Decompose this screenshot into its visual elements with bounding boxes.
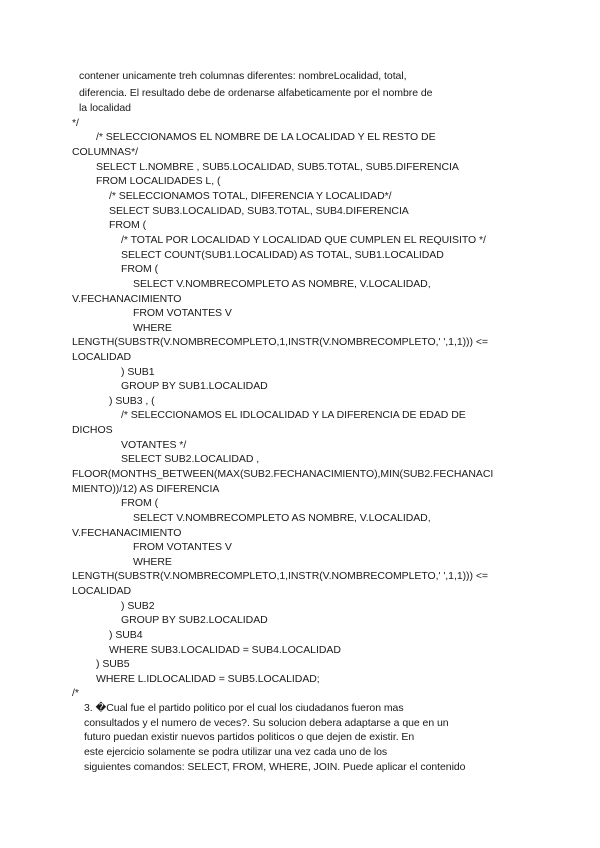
- text-line: SELECT SUB2.LOCALIDAD ,: [121, 453, 260, 465]
- text-line: SELECT L.NOMBRE , SUB5.LOCALIDAD, SUB5.TOTAL, SUB5.DIFERENCIA: [96, 161, 459, 173]
- text-line: diferencia. El resultado debe de ordenarse alfabeticamente por el nombre de: [79, 87, 433, 99]
- text-line: FLOOR(MONTHS_BETWEEN(MAX(SUB2.FECHANACIMIENTO),MIN(SUB2.FECHANACI: [72, 468, 494, 480]
- text-line: ) SUB2: [121, 600, 155, 612]
- text-line: SELECT COUNT(SUB1.LOCALIDAD) AS TOTAL, SUB1.LOCALIDAD: [121, 249, 444, 261]
- text-line: DICHOS: [72, 424, 113, 436]
- text-line: SELECT V.NOMBRECOMPLETO AS NOMBRE, V.LOCALIDAD,: [133, 278, 431, 290]
- text-line: /* SELECCIONAMOS EL NOMBRE DE LA LOCALIDAD Y EL RESTO DE: [96, 131, 436, 143]
- text-line: siguientes comandos: SELECT, FROM, WHERE, JOIN. Puede aplicar el contenido: [84, 761, 466, 773]
- text-line: LENGTH(SUBSTR(V.NOMBRECOMPLETO,1,INSTR(V.NOMBRECOMPLETO,' ',1,1))) <=: [72, 336, 488, 348]
- text-line: FROM LOCALIDADES L, (: [96, 175, 221, 187]
- text-line: este ejercicio solamente se podra utilizar una vez cada uno de los: [84, 746, 388, 758]
- text-line: FROM (: [121, 263, 159, 275]
- text-line: ) SUB3 , (: [109, 395, 155, 407]
- text-line: /* TOTAL POR LOCALIDAD Y LOCALIDAD QUE CUMPLEN EL REQUISITO */: [121, 234, 486, 246]
- text-line: FROM (: [109, 219, 147, 231]
- text-line: WHERE: [133, 322, 172, 334]
- text-line: futuro puedan existir nuevos partidos politicos o que dejen de existir. En: [84, 731, 415, 743]
- text-line: VOTANTES */: [121, 439, 187, 451]
- text-line: MIENTO))/12) AS DIFERENCIA: [72, 483, 220, 495]
- text-line: la localidad: [79, 102, 131, 114]
- text-line: LENGTH(SUBSTR(V.NOMBRECOMPLETO,1,INSTR(V.NOMBRECOMPLETO,' ',1,1))) <=: [72, 570, 488, 582]
- text-line: WHERE SUB3.LOCALIDAD = SUB4.LOCALIDAD: [109, 644, 341, 656]
- text-line: V.FECHANACIMIENTO: [72, 527, 182, 539]
- text-line: ) SUB1: [121, 366, 155, 378]
- text-line: SELECT SUB3.LOCALIDAD, SUB3.TOTAL, SUB4.DIFERENCIA: [109, 205, 409, 217]
- text-line: WHERE L.IDLOCALIDAD = SUB5.LOCALIDAD;: [96, 673, 320, 685]
- text-line: FROM VOTANTES V: [133, 307, 232, 319]
- text-line: WHERE: [133, 556, 172, 568]
- text-line: ) SUB4: [109, 629, 143, 641]
- text-line: */: [72, 117, 79, 129]
- text-line: SELECT V.NOMBRECOMPLETO AS NOMBRE, V.LOCALIDAD,: [133, 512, 431, 524]
- text-line: LOCALIDAD: [72, 585, 132, 597]
- text-line: FROM (: [121, 497, 159, 509]
- text-line: ) SUB5: [96, 658, 130, 670]
- text-line: GROUP BY SUB1.LOCALIDAD: [121, 380, 268, 392]
- text-line: contener unicamente treh columnas diferentes: nombreLocalidad, total,: [79, 70, 407, 82]
- text-line: consultados y el numero de veces?. Su solucion debera adaptarse a que en un: [84, 717, 449, 729]
- text-line: /* SELECCIONAMOS EL IDLOCALIDAD Y LA DIFERENCIA DE EDAD DE: [121, 409, 466, 421]
- text-line: FROM VOTANTES V: [133, 541, 232, 553]
- text-line: LOCALIDAD: [72, 351, 132, 363]
- text-line: COLUMNAS*/: [72, 146, 139, 158]
- text-line: GROUP BY SUB2.LOCALIDAD: [121, 614, 268, 626]
- text-line: /*: [72, 687, 79, 699]
- text-line: V.FECHANACIMIENTO: [72, 293, 182, 305]
- text-line: /* SELECCIONAMOS TOTAL, DIFERENCIA Y LOCALIDAD*/: [109, 190, 392, 202]
- text-line: 3. �Cual fue el partido politico por el cual los ciudadanos fueron mas: [84, 702, 404, 714]
